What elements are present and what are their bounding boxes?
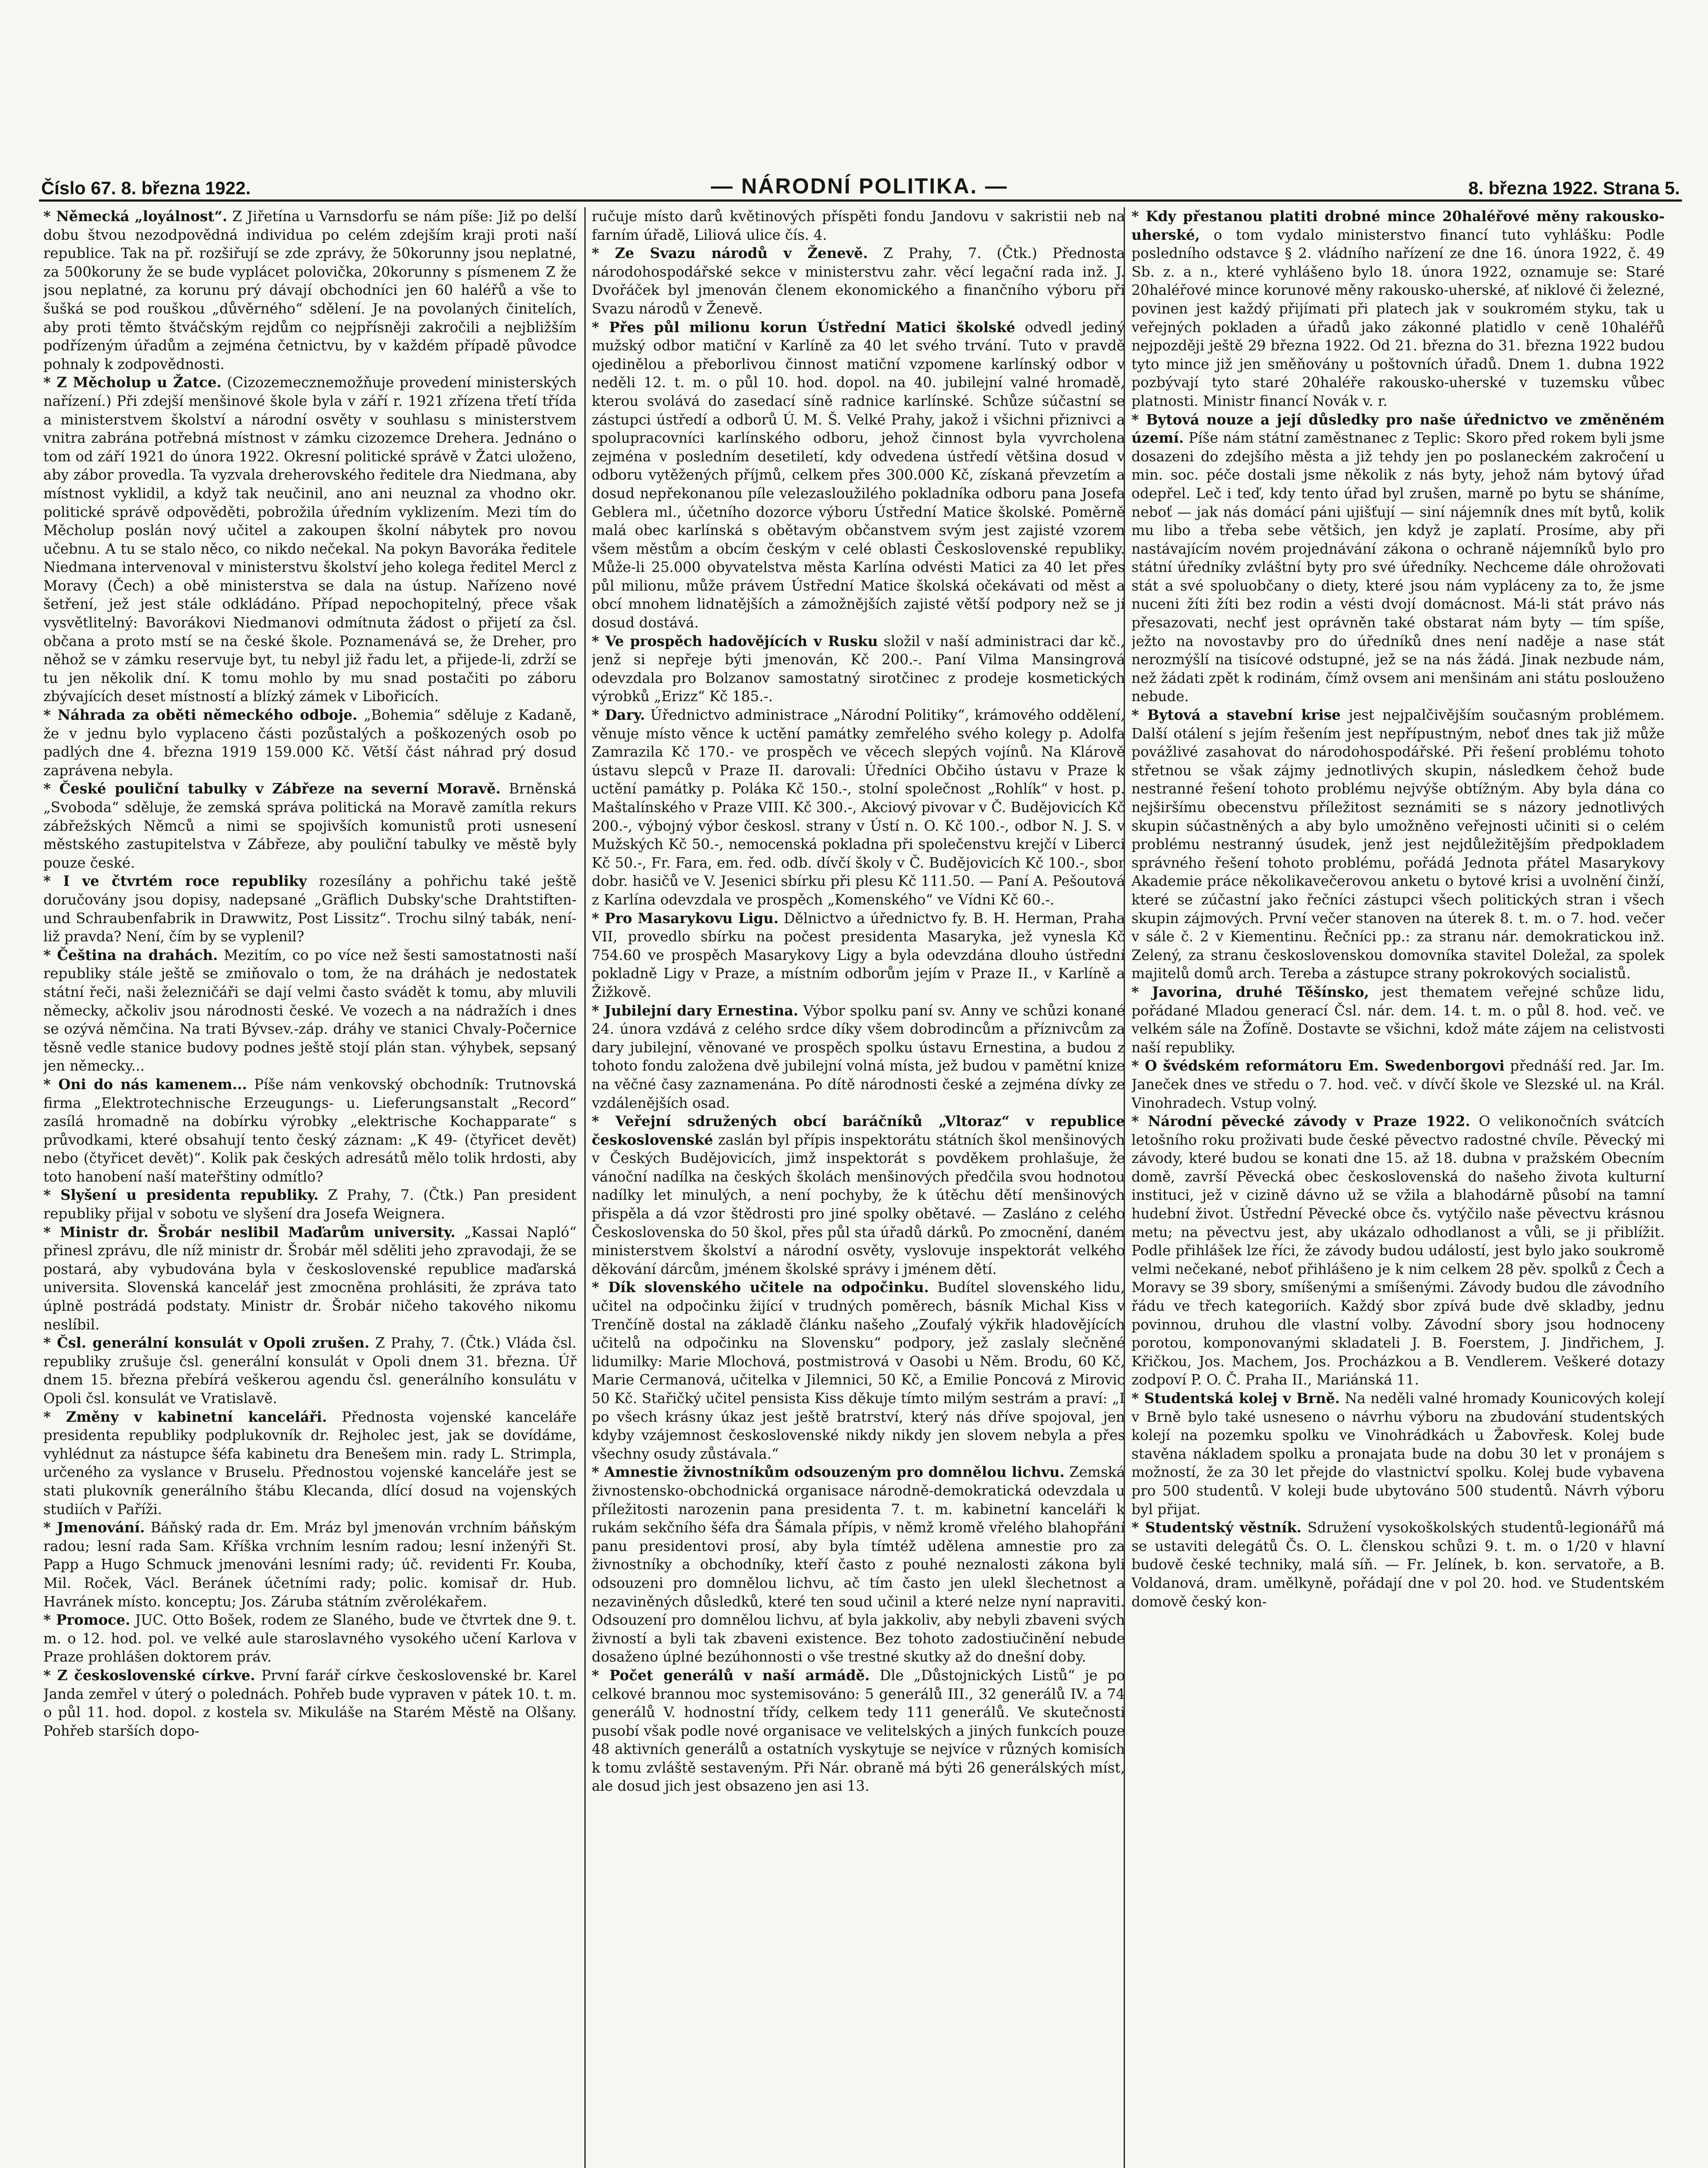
column-3 — [1131, 207, 1665, 2168]
article-paragraph — [592, 1463, 1125, 1666]
article-paragraph — [43, 1223, 577, 1334]
article — [1131, 1518, 1665, 1611]
article — [43, 373, 577, 706]
article-body: Mezitím, co po více než šesti samostatnosti naší republiky stále ještě se zmiňovalo o tom, že na dráhách je nedostatek státní řeči, naši železničáři se dají velmi často svádět k tomu, aby mluvili německy, ačkoliv jsou národnosti české. Ve vozech a na nádražích i dnes se ozývá němčina. Na trati Bývsev.-záp. dráhy ve stanici Chvaly-Počernice těsně vedle stanice budovy podnes ještě stojí plán stan. výhybek, sepsaný jen německy... — [43, 947, 577, 1074]
article-paragraph — [43, 1611, 577, 1666]
article-body: „Bohemia“ sděluje z Kadaně, že v jednu bylo vyplaceno části pozůstalých a poškozených osob po padlých dne 4. března 1919 159.000 Kč. Větší část náhrad prý dosud zaprávena nebyla. — [43, 707, 577, 779]
article-title: * Německá „loyálnost“. — [43, 208, 228, 225]
article-paragraph — [592, 1002, 1125, 1113]
column-divider — [584, 207, 586, 2168]
article-body: Budítel slovenského lidu, učitel na odpočinku žijící v trudných poměrech, básník Michal Kiss v Trenčíně dostal na základě článku našeho „Zoufalý výkřik hladovějících učitelů na odpočinku na Slovensku“ podpory, jež zaslaly slečněné lidumilky: Marie Mlochová, postmistrová v Oasobi u Něm. Brodu, 60 Kč, Marie Cermanová, učitelka v Jilemnici, 50 Kč, a Emilie Poncová z Mirovic 50 Kč. Stařičký učitel pensista Kiss děkuje tímto milým sestrám a praví: „I po všech krásny úkaz jest ještě bratrství, který nás dříve spojoval, jen kdyby vzájemnost československé nikdy nikdy jen slovem nebyla a přes všechny osudy zůstávala.“ — [592, 1279, 1125, 1462]
article — [1131, 207, 1665, 411]
article-body: Z Prahy, 7. (Čtk.) Pan president republiky přijal v sobotu ve slyšení dra Josefa Weignera. — [43, 1187, 577, 1222]
article-title: * Počet generálů v naší armádě. — [592, 1666, 870, 1684]
article-title: * Promoce. — [43, 1611, 130, 1629]
article-title: * I ve čtvrtém roce republiky — [43, 872, 307, 890]
article-body: jest nejpalčivějším současným problémem. Další otálení s jejím řešením jest nepřípustným, neboť dnes tak již může povážlivé zasahovat do národohospodářské. Při řešení problému tohoto střetnou se však zájmy jednotlivých skupin, následkem čehož bude nestranné řešení tohoto problému nejvýše obtížným. Aby byla dána co nejširšímu obecenstvu příležitost seznámiti se s názory jednotlivých skupin súčastněných a aby bylo umožněno veřejnosti učiniti si o celém problému nestranný úsudek, jenž jest nejdůležitějším předpokladem správného řešení tohoto problému, pořádá Jednota přátel Masarykovy Akademie práce několikavečerovou anketu o bytové krisi a uvolnění činží, které se zúčastní jako řečníci zástupci všech politických stran i všech skupin zájmových. První večer stanoven na úterek 8. t. m. o 7. hod. večer v sále č. 2 v Kiementinu. Řečníci pp.: za stranu nár. demokratickou inž. Zelený, za stranu československou domovníka stavitel Doležal, za spolek majitelů domů arch. Tereba a zástupce strany pokrokových socialistů. — [1131, 707, 1665, 982]
article-paragraph — [592, 318, 1125, 632]
article-paragraph — [1131, 411, 1665, 706]
article-paragraph — [592, 1278, 1125, 1463]
article — [1131, 1389, 1665, 1518]
article-paragraph — [1131, 1112, 1665, 1389]
article — [592, 318, 1125, 632]
article-body: Přednosta vojenské kanceláře presidenta republiky podplukovník dr. Rejholec jest, jak se dovídáme, vyhlédnut za nástupce šéfa kabinetu dra Benešem min. rady L. Strimpla, určeného za vyslance v Bruselu. Přednostou vojenské kanceláře jest se stati plukovník generálního štábu Klecanda, dlící dosud na vojenských studiích v Paříži. — [43, 1408, 577, 1518]
article-body: Zemská živnostensko-obchodnická organisace národně-demokratická odevzdala u příležitosti narozenin pana presidenta 7. t. m. kabinetní kanceláři k rukám sekčního šéfa dra Šámala přípis, v němž kromě vřelého blahopřání panu presidentovi prosí, aby byla tímtéž udělena amnestie pro za živnostníky a obchodníky, kteří často z pouhé neznalosti zákona byli odsouzeni pro domnělou lichvu, ač tím často jen ulekl šlechetnost a nezaviněných důsledků, které ten soud učinil a které nelze nyní napraviti. Odsouzení pro domnělou lichvu, ať byla jakkoliv, aby nebyli zbaveni svých živností a byli tak zbaveni existence. Bez tohoto zadostiučinění nebude dosaženo úplné bezúhonnosti o vše trestné skutky až do dnešní doby. — [592, 1464, 1125, 1665]
article-title: * Z československé církve. — [43, 1666, 255, 1684]
header-rule — [39, 199, 1682, 202]
article — [592, 207, 1125, 244]
article-body: Dle „Důstojnických Listů“ je po celkové brannou moc systemisováno: 5 generálů III., 32 generálů IV. a 74 generálů V. hodnostní třídy, celkem tedy 111 generálů. Ve skutečnosti pusobí však podle nové organisace ve velitelských a jiných funkcích pouze 48 aktivních generálů a ostatních vyskytuje se nejvíce v různých komisích k tomu zvláště sestaveným. Při Nár. obraně má býti 26 generálských míst, ale dosud jich jest obsazeno jen asi 13. — [592, 1667, 1125, 1795]
article-body: Z Prahy, 7. (Čtk.) Vláda čsl. republiky zrušuje čsl. generální konsulát v Opoli dnem 31. března. Úř dnem 15. března přebírá veškerou agendu čsl. generálního konsulátu v Opoli čsl. konsulát ve Vratislavě. — [43, 1335, 577, 1407]
article-body: rozesílány a pohřichu také ještě doručovány jsou dopisy, nadepsané „Gräflich Dubsky'sche Drahtstiften- und Schraubenfabrik in Drawwitz, Post Lissitz“. Trochu silný tabák, není-liž pravda? Není, čím by se vyplenil? — [43, 873, 577, 945]
column-2 — [592, 207, 1125, 2168]
article-title: * Čeština na drahách. — [43, 946, 218, 963]
article-body: jest thematem veřejné schůze lidu, pořádané Mladou generací Čsl. nár. dem. 14. t. m. o půl 8. hod. več. ve velkém sále na Žofíně. Dostavte se všichni, kdož máte zájem na celistvosti naší republiky. — [1131, 983, 1665, 1056]
article — [592, 1666, 1125, 1796]
article-paragraph — [43, 1518, 577, 1611]
article-body: „Kassai Napló“ přinesl zprávu, dle níž ministr dr. Šrobár měl sděliti jeho zpravodaji, že se postará, aby vybudována byla v československé republice maďarská universita. Slovenská kancelář jest zmocněna prohlásiti, že zpráva tato úplně postrádá podstaty. Ministr dr. Šrobár ničeho takového nikomu neslíbil. — [43, 1224, 577, 1333]
article — [43, 207, 577, 373]
article-body: Píše nám státní zaměstnanec z Teplic: Skoro před rokem byli jsme dosazeni do zdejšího města a již tehdy jen po poslaneckém zakročení u min. soc. péče dostali jsme několik z nás byty, jehož nám bytový úřad odepřel. Leč i teď, kdy tento úřad byl zrušen, marně po bytu se sháníme, neboť — jak nás domácí páni ujišťují — siní nájemník dnes mít bytů, kolik mu libo a třeba sebe většich, jen když je zaplatí. Prosíme, aby při nastávajícím novém projednávání zákona o ochraně nájemníků bylo pro státní úředníky zvláštní byty pro své úředníky. Nechceme dále ohrožovati stát a své spoluobčany o diety, které jsou nám vypláceny za to, že jsme nuceni žíti žíti bez rodin a vésti dvojí domácnost. Má-li stát právo nás přesazovati, nechť jest oprávněn také obstarat nám byty — tím spíše, ježto na novostavby pro do úředníků dnes není naděje a nase stát nerozmýšlí na tisícové odstupné, jež se na nás žádá. Jinak nezbude nám, než žádati zpět k rodinám, čímž ovsem ani menšinám ani státu poslouženo nebude. — [1131, 430, 1665, 705]
article-body: odvedl jediný mužský odbor matiční v Karlíně za 40 let svého trvání. Tuto v pravdě ojedinělou a přeborlivou činnost matiční vzpomene karlínský odbor v neděli 12. t. m. o půl 10. hod. dopol. na 40. jubilejní valné hromadě, kterou svolává do zasedací síně radnice karlínské. Schůze súčastní se zástupci ústředí a odborů Ú. M. Š. Velké Prahy, jakož i všichni přiznivci a spolupracovníci karlínského odboru, jehož činnost byla vyvrcholena zejména v posledním desetiletí, kdy odvedena ústředí většina dosud v odboru vytěžených příjmů, celkem přes 300.000 Kč, získaná převzetím a dosud nepřekonanou píle velezasloužilého pokladníka odboru pana Josefa Geblera ml., účetního dozorce výboru Ústřední Matice školské. Poměrně malá obec karlínská s obětavým občanstvem svým jest zajisté vzorem všem městům a obcím českým v celé oblasti Československé republiky. Může-li 25.000 obyvatelstva města Karlína odvésti Matici za 40 let přes půl milionu, může právem Ústřední Matice školská očekávati od měst a obcí mnohem lidnatějších a zámožnějších zajisté větší podpory než se jí dosud dostává. — [592, 319, 1125, 631]
article-title: * Změny v kabinetní kanceláři. — [43, 1408, 327, 1425]
article-title: * Slyšení u presidenta republiky. — [43, 1186, 319, 1204]
article-body: Z Jiřetína u Varnsdorfu se nám píše: Již po delší dobu štvou nezodpovědná individua po celém zdejším kraji proti naší republice. Tak na př. rozšiřují se zde zprávy, že 50korunny jsou neplatné, za 500koruny že se bude vyplácet polovička, 20korunny s písmenem Z že jsou neplatné, za korunu prý dávají obchodníci jen 60 haléřů a vše to šušká se pod rouškou „důvěrného“ sdělení. Je na povolaných činitelích, aby proti těmto štváčským rejdům co nejpřísněji zakročili a nejbližším podřízeným úřadům a zejména četnictvu, by v každém případě původce pohnaly k zodpovědnosti. — [43, 208, 577, 372]
article-title: * Studentská kolej v Brně. — [1131, 1390, 1340, 1407]
article-title: * Ministr dr. Šrobár neslibil Maďarům university. — [43, 1223, 456, 1241]
article-paragraph — [592, 909, 1125, 1002]
article — [43, 780, 577, 872]
issue-number: Číslo 67. 8. března 1922. — [41, 178, 251, 198]
article — [43, 1334, 577, 1407]
article-paragraph — [43, 946, 577, 1075]
article-paragraph — [43, 373, 577, 706]
article-paragraph — [1131, 1518, 1665, 1611]
article-body: Úřednictvo administrace „Národní Politiky“, krámového oddělení, věnuje místo věnce k uctění památky zemřelého svého kolegy p. Adolfa Zamrazila Kč 170.- ve prospěch ve věcech slepých vojínů. Na Klárově ústavu slepců v Praze II. darovali: Úředníci Občiho ústavu v Praze k uctění památky p. Poláka Kč 150.-, stolní společnost „Rohlík“ v host. p. Maštalínského v Praze VIII. Kč 300.-, Akciový pivovar v Č. Budějovicích Kč 200.-, výbojný výbor českosl. strany v Ústí n. O. Kč 100.-, odbor N. J. S. v Mužských Kč 50.-, nemocenská pokladna při společenstvu krejčí v Liberci Kč 50.-, Fr. Fara, em. řed. odb. dívčí školy v Č. Budějovicích Kč 100.-, sbor dobr. hasičů ve V. Jesenici sbírku při plesu Kč 111.50. — Paní A. Pešoutová z Karlína odevzdala ve prospěch „Komenského“ ve Vídni Kč 60.-. — [592, 707, 1125, 908]
article-body: (Cizozemecznemožňuje provedení ministerských nařízení.) Při zdejší menšinové škole byla v září r. 1921 zřízena třetí třída a ministerstvem školství a národní osvěty v souhlasu s ministerstvem vnitra zabrána potřebná místnost v zámku cizozemce Drehera. Jednáno o tom od září 1921 do února 1922. Okresní politické správě v Žatci uloženo, aby zábor provedla. Ta vyzvala dreherovského ředitele dra Niedmana, aby místnost vyklidil, a když tak neučinil, ano ani neuznal za vhodno okr. politické správě odpověděti, pobrožila úředním vyklizením. Mezi tím do Měcholup poslán nový učitel a zakoupen školní nábytek pro novou učebnu. A tu se stalo něco, co nikdo nečekal. Na pokyn Bavoráka ředitele Niedmana intervenoval v ministerstvu školství jeho kolega ředitel Mercl z Moravy (Čech) a obě ministerstva se dala na ústup. Nařízeno nové šetření, jež jest stále odkládáno. Případ nepochopitelný, přece však vysvětlitelný: Bavorákovi Niedmanovi odmítnuta žádost o přijetí za čsl. občana a proto mstí se na české škole. Poznamenává se, že Dreher, pro něhož se v zámku reservuje byt, tu nebyl již řadu let, a přijede-li, zdrží se tu jen několik dní. K tomu mohlo by mu snad postačiti po záboru zbývajících deset místností a blízký zámek v Libořicích. — [43, 374, 577, 705]
article-body: Z Prahy, 7. (Čtk.) Přednosta národohospodářské sekce v ministerstvu zahr. věcí legační rada inž. J. Dvořáček byl jmenován členem ekonomického a finančního výboru při Svazu národů v Ženevě. — [592, 245, 1125, 317]
article-title: * Přes půl milionu korun Ústřední Matici školské — [592, 318, 1016, 336]
article-title: * O švédském reformátoru Em. Swedenborgovi — [1131, 1057, 1505, 1074]
article-body: O velikonočních svátcích letošního roku proživati bude české pěvectvo radostné chvíle. Pěvecký mi závody, které budou se konati dne 15. až 18. dubna v pražském Obecním domě, završí Pěvecká obec československá do našeho života kulturní instituci, jež v cizině dávno už se vžila a blahodárně působí na tamní hudební život. Ústřední Pěvecké obce čs. vytýčilo naše pěvectvu krásnou metu; na pěvectvu jest, aby ukázalo odhodlanost a vůli, se ji přiblížit. Podle přihlášek lze říci, že závody budou událostí, jest bylo jako soukromě velmi nečekané, neboť přihlášeno je k nim celkem 28 pěv. spolků z Čech a Moravy se 39 sbory, smíšenými a smíšenými. Závody budou dle závodního řádu ve třech kategoriích. Každý sbor zpívá bude dvě skladby, jednu povinnou, druhou dle vlastní volby. Závodní sbory jsou hodnoceny porotou, komponovanými skladateli J. B. Foerstem, J. Jindřichem, J. Křičkou, Jos. Machem, Jos. Procházkou a B. Vendlerem. Veškeré dotazy zodpoví P. O. Č. Praha II., Mariánská 11. — [1131, 1113, 1665, 1388]
article-paragraph — [1131, 706, 1665, 983]
article-title: * Jmenování. — [43, 1519, 145, 1536]
article — [43, 1611, 577, 1666]
article-body: Píše nám venkovský obchodník: Trutnovská firma „Elektrotechnische Erzeugungs- u. Lieferungsanstalt „Record“ zasílá hromadně na dobírku výrobky „elektrische Kochapparate“ s průvodkami, které obsahují tento český záznam: „K 49- (čtyřicet devět) nebo (čtyřicet devět)“. Kolik pak českých adresátů mělo tolik hrdosti, aby toto hanobení naší mateřštiny odmítlo? — [43, 1076, 577, 1185]
article-title: * Bytová nouze a její důsledky pro naše úřednictvo ve změněném území. — [1131, 411, 1665, 447]
article — [1131, 411, 1665, 706]
article-paragraph — [43, 780, 577, 872]
article-title: * Čsl. generální konsulát v Opoli zrušen. — [43, 1334, 370, 1352]
article-title: * Oni do nás kamenem... — [43, 1075, 247, 1093]
article-paragraph — [1131, 207, 1665, 411]
page-header — [41, 168, 1680, 199]
article — [592, 1112, 1125, 1278]
article-paragraph — [43, 1186, 577, 1223]
article — [592, 632, 1125, 706]
article-paragraph — [592, 706, 1125, 909]
article-body: zaslán byl přípis inspektorátu státních škol menšinových v Českých Budějovicích, jimž inspektorát s povděkem prohlašuje, že vánoční nadílka na českých školách menšinových předčila svou hodnotou nadílky let minulých, a není pochyby, že k útěchu dětí menšinových přispěla a dá vzor štědrosti pro jiné spolky obětavé. — Zasláno z celého Československa do 50 škol, přes půl sta úřadů dárků. Po zmocnění, daném ministerstvem školství a národní osvěty, vyslovuje inspektorát velkého děkování dárcům, jménem školské správy i jménem dětí. — [592, 1131, 1125, 1277]
article-paragraph — [43, 872, 577, 946]
article-title: * Pro Masarykovu Ligu. — [592, 909, 779, 927]
article-paragraph — [43, 1075, 577, 1186]
article-paragraph — [1131, 1389, 1665, 1518]
article-title: * Kdy přestanou platiti drobné mince 20haléřové měny rakousko-uherské, — [1131, 208, 1665, 243]
article-title: * Z Měcholup u Žatce. — [43, 374, 222, 391]
article — [43, 1408, 577, 1519]
article-paragraph — [43, 706, 577, 780]
masthead: — NÁRODNÍ POLITIKA. — — [711, 174, 1008, 198]
article-title: * Náhrada za oběti německého odboje. — [43, 706, 358, 724]
article — [1131, 983, 1665, 1057]
article-title: * Národní pěvecké závody v Praze 1922. — [1131, 1113, 1470, 1130]
article — [43, 706, 577, 780]
article-paragraph — [43, 1666, 577, 1740]
article — [43, 1075, 577, 1186]
article — [592, 1278, 1125, 1463]
article-title: * Dary. — [592, 706, 645, 724]
article-paragraph — [592, 632, 1125, 706]
article — [43, 1223, 577, 1334]
article-body: Výbor spolku paní sv. Anny ve schůzi konané 24. února vzdává z celého srdce díky všem dobrodincům a příznivcům za dary jubilejní, věnované ve prospěch spolku ústavu Ernestina, a budou z tohoto fondu založena dvě jubilejní volná místa, jež budou v pamětní knize na věčné časy zaznamenána. Po dítě národnosti české a zejména dívky ze vzdálenějších osad. — [592, 1002, 1125, 1111]
article-title: * Ve prospěch hadovějících v Rusku — [592, 632, 878, 650]
article-title: * Dík slovenského učitele na odpočinku. — [592, 1279, 929, 1296]
article-body: Brněnská „Svoboda“ sděluje, že zemská správa politická na Moravě zamítla rekurs zábřežských Němců a nimi se spojivších komunistů proti usnesení městského zastupitelstva v Zábřeze, aby pouliční tabulky ve městě byly pouze české. — [43, 780, 577, 871]
article — [43, 946, 577, 1075]
article — [592, 909, 1125, 1002]
article-paragraph — [1131, 983, 1665, 1057]
article-paragraph — [592, 1666, 1125, 1796]
article-title: * Ze Svazu národů v Ženevě. — [592, 245, 868, 262]
article — [43, 1666, 577, 1740]
article-title: * Veřejní sdružených obcí baráčníků „Vltoraz“ v republice československé — [592, 1113, 1125, 1148]
article — [1131, 706, 1665, 983]
article-title: * Bytová a stavební krise — [1131, 706, 1341, 724]
article — [43, 872, 577, 946]
article — [43, 1518, 577, 1611]
article-paragraph — [592, 1112, 1125, 1278]
article-body: Báňský rada dr. Em. Mráz byl jmenován vrchním báňským radou; lesní rada Sam. Kříška vrchním lesním radou; lesní inženýři St. Papp a Hugo Schmuck jmenováni lesními rady; úč. revidenti Fr. Kouba, Mil. Roček, Václ. Beránek účetními rady; polic. komisař dr. Hub. Havránek místo. konceptu; Jos. Záruba státním zvěrolékařem. — [43, 1519, 577, 1610]
article-body: JUC. Otto Bošek, rodem ze Slaného, bude ve čtvrtek dne 9. t. m. o 12. hod. pol. ve velké aule staroslavného vysokého učení Karlova v Praze prohlášen doktorem práv. — [43, 1612, 577, 1665]
article-paragraph — [43, 1408, 577, 1519]
article-body: Dělnictvo a úřednictvo fy. B. H. Herman, Praha VII, provedlo sbírku na počest presidenta Masaryka, jež vynesla Kč 754.60 ve prospěch Masarykovy Ligy a byla odevzdána dlouho ústřední pokladně Ligy v Praze, a místním odborům jejím v Praze II., v Karlíně a Žižkově. — [592, 910, 1125, 1000]
article-body: První farář církve československé br. Karel Janda zemřel v úterý o polednách. Pohřeb bude vypraven v pátek 10. t. m. o půl 11. hod. dopol. z kostela sv. Mikuláše na Starém Městě na Olšany. Pohřeb starších dopo- — [43, 1667, 577, 1739]
article-paragraph — [1131, 1057, 1665, 1112]
article-title: * Amnestie živnostníkům odsouzeným pro domnělou lichvu. — [592, 1463, 1065, 1481]
article — [592, 706, 1125, 909]
article — [43, 1186, 577, 1223]
article-body: ručuje místo darů květinových příspěti fondu Jandovu v sakristii neb na farním úřadě, Liliová ulice čís. 4. — [592, 208, 1125, 243]
article-body: o tom vydalo ministerstvo financí tuto vyhlášku: Podle posledního odstavce § 2. vládního nařízení ze dne 16. února 1922, č. 49 Sb. z. a n., které vyhlášeno bylo 18. února 1922, oznamuje se: Staré 20haléřové mince korunové měny rakousko-uherské, ať niklové či železné, povinen jest každý přijímati při platech jak v soukromém styku, tak u veřejných pokladen a úřadů jako zákonné platidlo v ceně 10haléřů nejpozději ještě 29 března 1922. Od 21. března do 31. března 1922 budou tyto mince již jen směňovány u poštovních úřadů. Dnem 1. dubna 1922 pozbývají tyto staré 20haléře rakousko-uherské v tuzemsku vůbec platnosti. Ministr financí Novák v. r. — [1131, 226, 1665, 409]
article — [1131, 1057, 1665, 1112]
article-paragraph — [43, 1334, 577, 1407]
article-paragraph — [592, 244, 1125, 318]
article-title: * České pouliční tabulky v Zábřeze na severní Moravě. — [43, 780, 501, 797]
article-title: * Javorina, druhé Těšínsko, — [1131, 983, 1369, 1000]
date-and-page: 8. března 1922. Strana 5. — [1468, 178, 1680, 198]
article — [592, 1463, 1125, 1666]
article — [592, 1002, 1125, 1113]
article-paragraph — [592, 207, 1125, 244]
article-body: přednáší red. Jar. Im. Janeček dnes ve středu o 7. hod. več. v dívčí škole ve Slezské ul. na Král. Vinohradech. Vstup volný. — [1131, 1058, 1665, 1111]
article — [1131, 1112, 1665, 1389]
article-title: * Studentský věstník. — [1131, 1519, 1302, 1536]
article-paragraph — [43, 207, 577, 373]
article-body: složil v naší administraci dar kč., jenž si nepřeje býti jmenován, Kč 200.-. Paní Vilma Mansingrová odevzdala pro Bolzanov samostatný sirotčinec z prodeje kosmetických výrobků „Erizz“ Kč 185.-. — [592, 633, 1125, 705]
article-title: * Jubilejní dary Ernestina. — [592, 1002, 799, 1019]
column-1 — [43, 207, 577, 2168]
article — [592, 244, 1125, 318]
article-body: Na neděli valné hromady Kounicových kolejí v Brně bylo také usneseno o návrhu výboru na zbudování studentských kolejí na pozemku spolku ve Vinohrádkách u Žabovřesk. Kolej bude stavěna nákladem spolku a pronajata bude na dobu 30 let v pronájem s možností, že za 30 let přejde do vlastnictví spolku. Kolej bude vybavena pro 500 studentů. V koleji bude ubytováno 500 studentů. Návrh výboru byl přijat. — [1131, 1390, 1665, 1518]
article-body: Sdružení vysokoškolských studentů-legionářů má se ustaviti delegátů Čs. O. L. členskou schůzi 9. t. m. o 1/20 v hlavní budově české techniky, malá síň. — Fr. Jelínek, b. kon. servatoře, a B. Voldanová, dram. umělkyně, pořádají dne v pol 20. hod. ve Studentském domově český kon- — [1131, 1519, 1665, 1610]
